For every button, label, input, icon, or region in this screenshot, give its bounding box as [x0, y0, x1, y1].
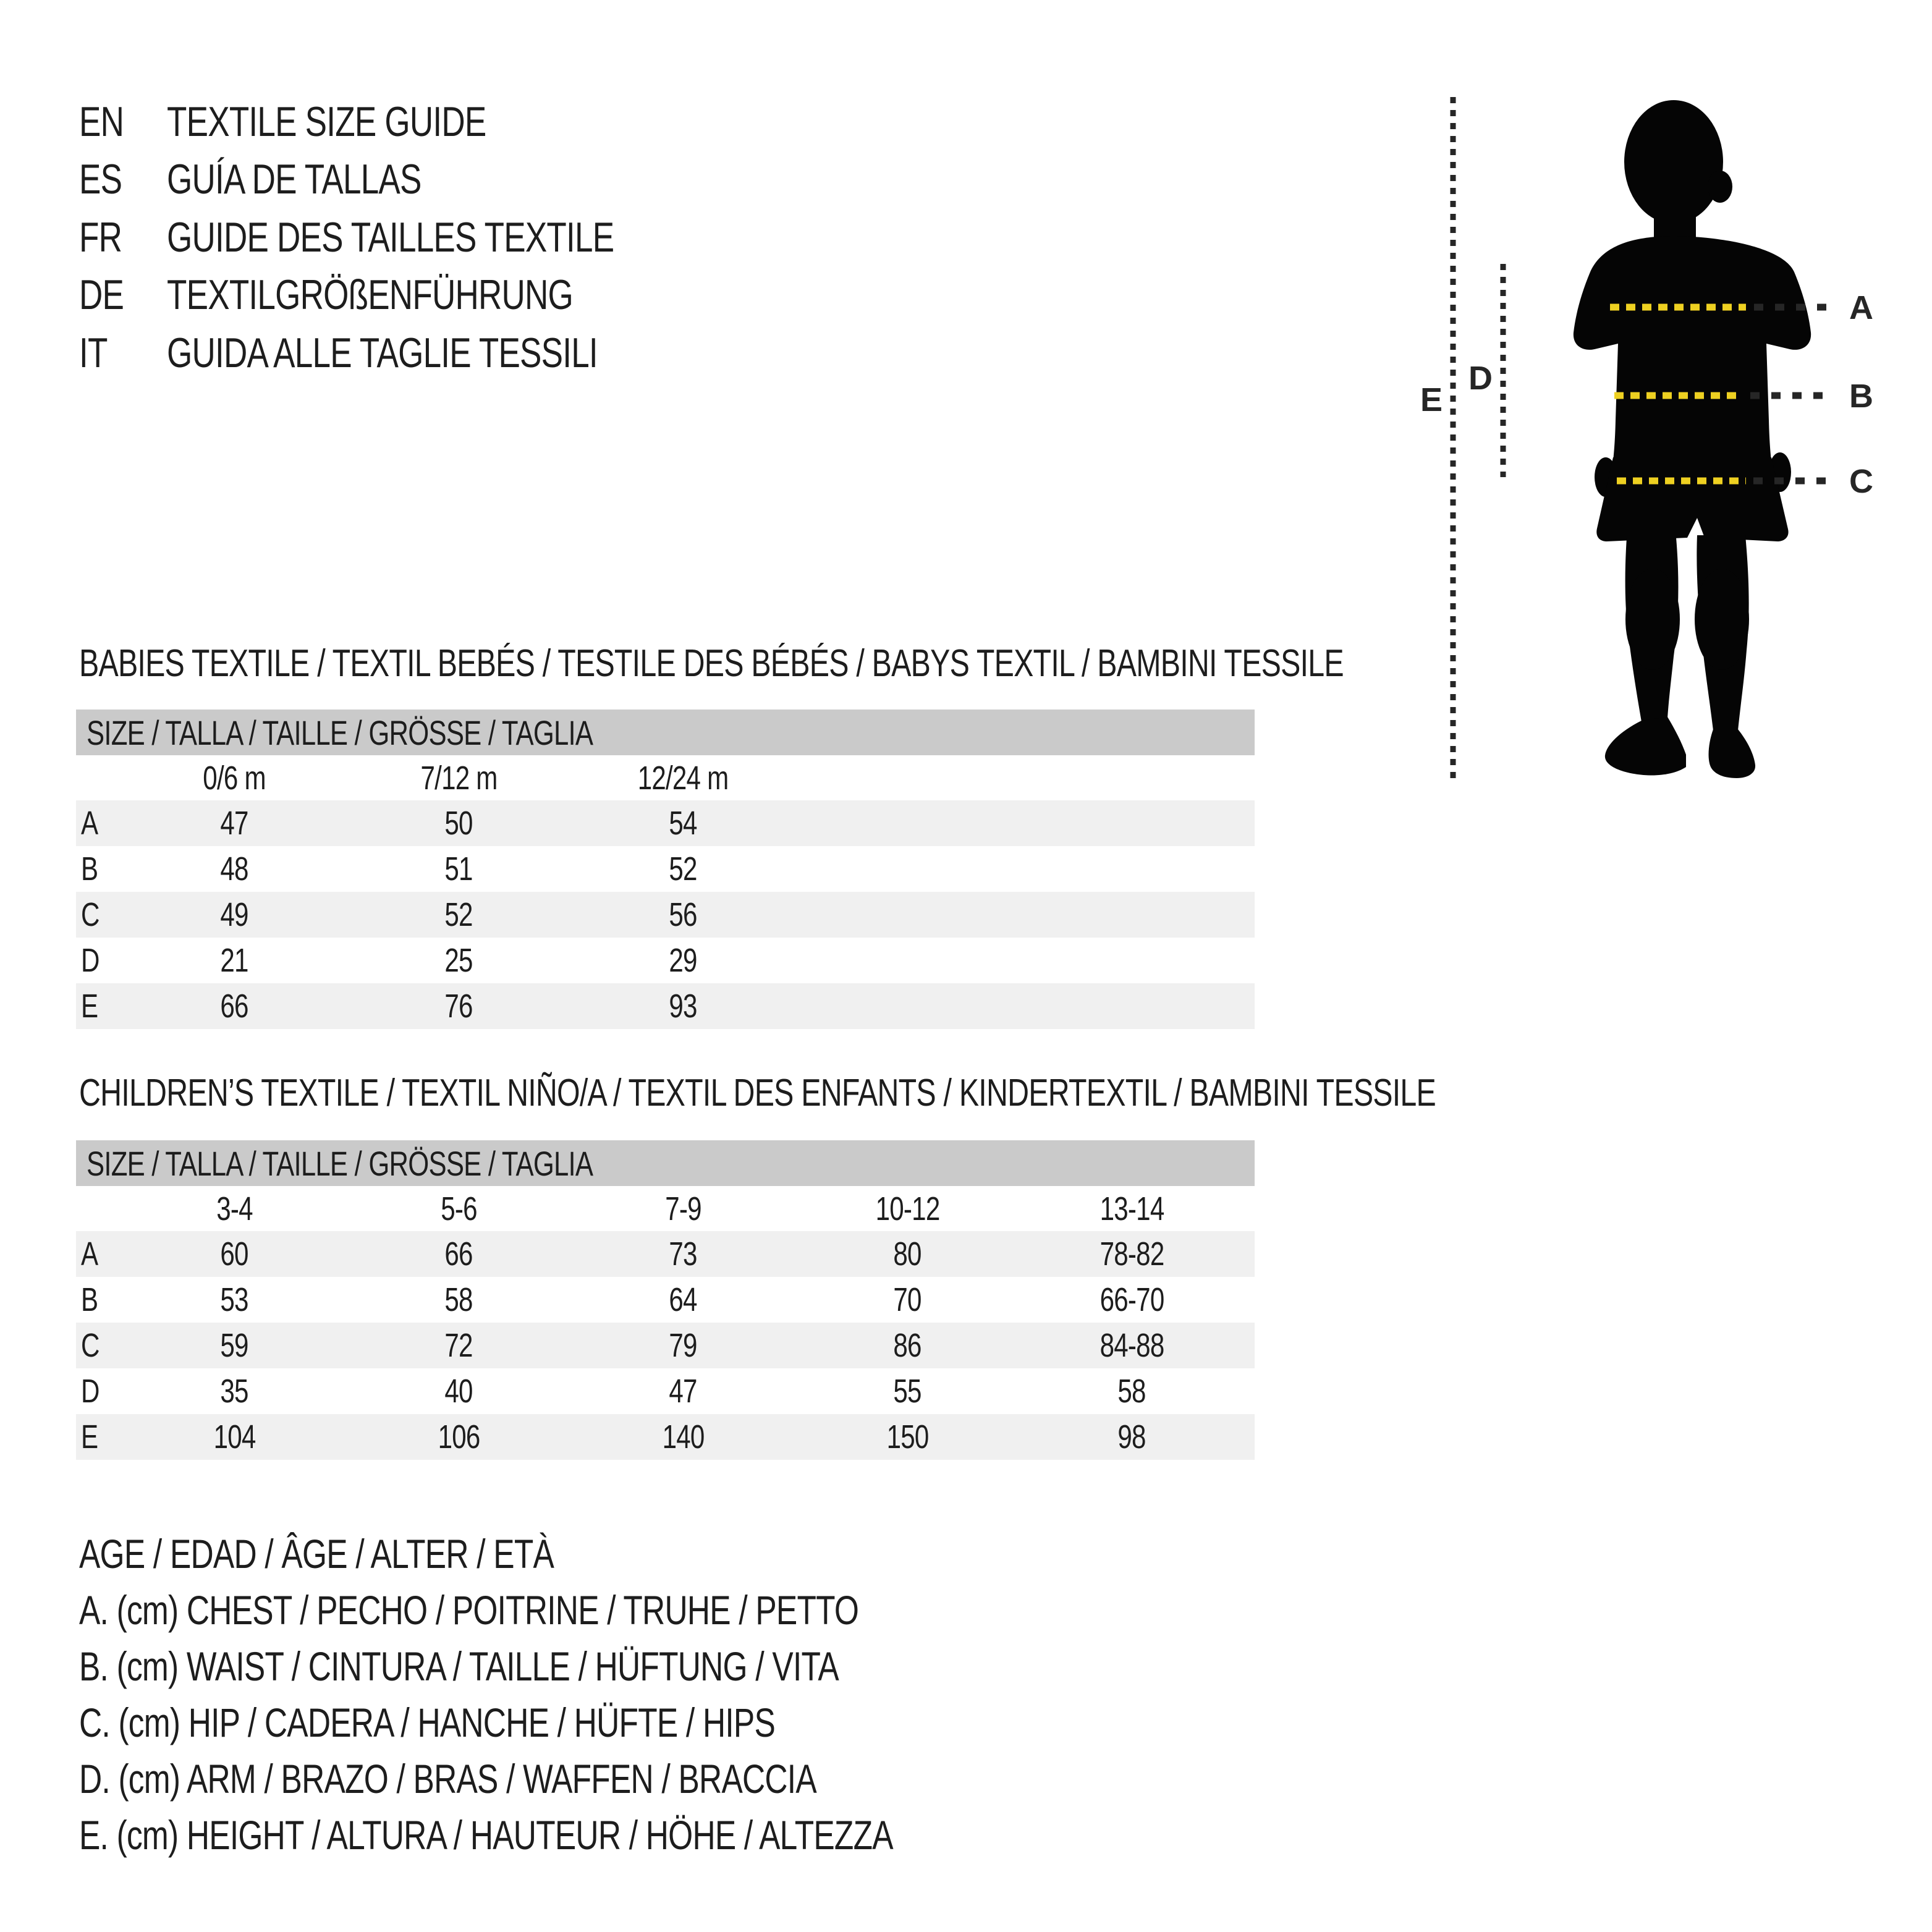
column-header: 10-12	[875, 1190, 940, 1227]
language-title: TEXTILE SIZE GUIDE	[167, 98, 486, 145]
size-cell: 52	[669, 850, 698, 888]
row-label: A	[81, 1235, 98, 1273]
size-cell: 47	[669, 1373, 698, 1410]
row-label: A	[81, 805, 98, 842]
size-cell: 58	[1117, 1373, 1146, 1410]
figure-label-e: E	[1420, 381, 1443, 418]
table-row	[76, 800, 1255, 846]
size-cell: 49	[220, 896, 249, 933]
size-cell: 80	[893, 1235, 922, 1273]
language-code: DE	[79, 271, 124, 318]
size-cell: 86	[893, 1327, 922, 1364]
size-cell: 59	[220, 1327, 249, 1364]
row-label: B	[81, 850, 98, 888]
row-label: D	[81, 1373, 100, 1410]
table-row	[76, 1368, 1255, 1414]
size-cell: 106	[438, 1418, 480, 1455]
row-label: C	[81, 1327, 100, 1364]
babies-table	[76, 710, 1255, 1029]
babies-size-header-bar	[76, 710, 1255, 755]
size-cell: 48	[220, 850, 249, 888]
table-row	[76, 1277, 1255, 1323]
figure-label-c: C	[1849, 463, 1873, 500]
size-cell: 78-82	[1099, 1235, 1164, 1273]
children-section-title-text: CHILDREN’S TEXTILE / TEXTIL NIÑO/A / TEXTIL DES ENFANTS / KINDERTEXTIL / BAMBINI TESSILE	[79, 1072, 1436, 1114]
column-header: 5-6	[441, 1190, 477, 1227]
babies-section-title	[79, 643, 1700, 685]
babies-section-title-text: BABIES TEXTILE / TEXTIL BEBÉS / TESTILE DES BÉBÉS / BABYS TEXTIL / BAMBINI TESSILE	[79, 642, 1344, 685]
legend-line-arm: D. (cm) ARM / BRAZO / BRAS / WAFFEN / BRACCIA	[79, 1756, 816, 1802]
babies-column-header-row	[76, 755, 1255, 800]
row-label: D	[81, 942, 100, 979]
size-cell: 76	[444, 988, 473, 1025]
size-cell: 104	[213, 1418, 256, 1455]
legend-line-chest: A. (cm) CHEST / PECHO / POITRINE / TRUHE / PETTO	[79, 1587, 859, 1633]
size-cell: 64	[669, 1281, 698, 1318]
size-cell: 29	[669, 942, 698, 979]
column-header: 12/24 m	[638, 759, 729, 797]
language-row-de	[79, 272, 687, 318]
language-row-fr	[79, 214, 740, 260]
column-header: 7-9	[665, 1190, 701, 1227]
figure-label-a: A	[1849, 289, 1873, 326]
row-label: E	[81, 988, 98, 1025]
size-cell: 72	[444, 1327, 473, 1364]
children-table	[76, 1140, 1255, 1460]
language-row-it	[79, 330, 719, 376]
size-cell: 140	[662, 1418, 705, 1455]
language-code: FR	[79, 214, 122, 261]
size-cell: 60	[220, 1235, 249, 1273]
size-cell: 52	[444, 896, 473, 933]
legend-line-hip: C. (cm) HIP / CADERA / HANCHE / HÜFTE / HIPS	[79, 1700, 776, 1745]
size-cell: 84-88	[1099, 1327, 1164, 1364]
table-row	[76, 892, 1255, 938]
size-cell: 58	[444, 1281, 473, 1318]
size-cell: 56	[669, 896, 698, 933]
language-title: GUIDA ALLE TAGLIE TESSILI	[167, 329, 598, 376]
table-row	[76, 846, 1255, 892]
legend-line-height: E. (cm) HEIGHT / ALTURA / HAUTEUR / HÖHE / ALTEZZA	[79, 1812, 893, 1858]
size-cell: 53	[220, 1281, 249, 1318]
size-cell: 79	[669, 1327, 698, 1364]
figure-label-b: B	[1849, 378, 1873, 415]
size-header-label: SIZE / TALLA / TAILLE / GRÖSSE / TAGLIA	[87, 713, 593, 752]
size-cell: 40	[444, 1373, 473, 1410]
size-cell: 21	[220, 942, 249, 979]
size-cell: 50	[444, 805, 473, 842]
size-cell: 66-70	[1099, 1281, 1164, 1318]
table-row	[76, 1231, 1255, 1277]
table-row	[76, 1414, 1255, 1460]
language-row-es	[79, 156, 493, 202]
size-cell: 66	[444, 1235, 473, 1273]
children-section-title	[79, 1072, 1818, 1114]
size-cell: 66	[220, 988, 249, 1025]
language-title: TEXTILGRÖßENFÜHRUNG	[167, 271, 574, 318]
language-title: GUÍA DE TALLAS	[167, 156, 422, 203]
language-title: GUIDE DES TAILLES TEXTILE	[167, 214, 614, 261]
size-cell: 98	[1117, 1418, 1146, 1455]
figure-label-d: D	[1468, 360, 1493, 397]
table-row	[76, 938, 1255, 983]
size-header-label: SIZE / TALLA / TAILLE / GRÖSSE / TAGLIA	[87, 1143, 593, 1183]
row-label: C	[81, 896, 100, 933]
children-column-header-row	[76, 1186, 1255, 1231]
size-cell: 70	[893, 1281, 922, 1318]
row-label: B	[81, 1281, 98, 1318]
row-label: E	[81, 1418, 98, 1455]
children-size-header-bar	[76, 1140, 1255, 1186]
size-cell: 54	[669, 805, 698, 842]
size-cell: 47	[220, 805, 249, 842]
column-header: 0/6 m	[203, 759, 266, 797]
size-cell: 73	[669, 1235, 698, 1273]
legend-line-waist: B. (cm) WAIST / CINTURA / TAILLE / HÜFTUNG / VITA	[79, 1643, 839, 1689]
measurement-figure	[1409, 87, 1932, 797]
size-cell: 35	[220, 1373, 249, 1410]
size-cell: 25	[444, 942, 473, 979]
language-code: EN	[79, 98, 124, 145]
language-code: ES	[79, 156, 122, 203]
table-row	[76, 983, 1255, 1029]
language-code: IT	[79, 329, 108, 376]
legend-line-age: AGE / EDAD / ÂGE / ALTER / ETÀ	[79, 1531, 554, 1577]
column-header: 7/12 m	[420, 759, 498, 797]
column-header: 3-4	[216, 1190, 253, 1227]
table-row	[76, 1323, 1255, 1368]
child-silhouette-diagram	[1409, 87, 1932, 797]
column-header: 13-14	[1099, 1190, 1164, 1227]
size-cell: 93	[669, 988, 698, 1025]
size-cell: 55	[893, 1373, 922, 1410]
size-cell: 150	[886, 1418, 929, 1455]
language-row-en	[79, 99, 576, 145]
size-cell: 51	[444, 850, 473, 888]
